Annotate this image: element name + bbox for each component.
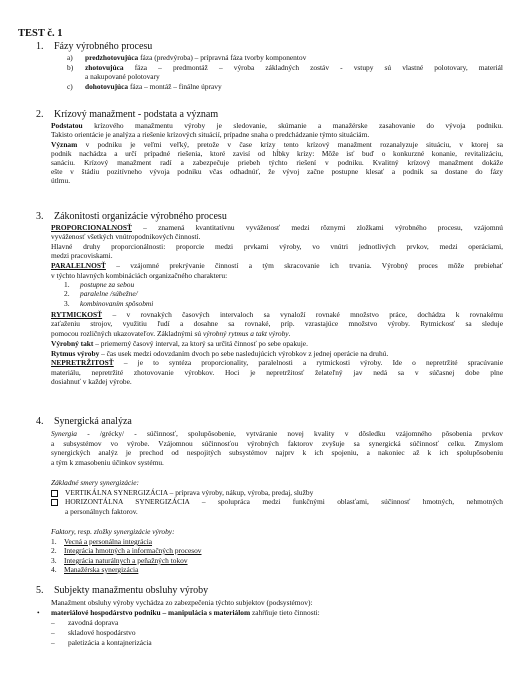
combo-item — [64, 300, 70, 308]
line-text: v podniku je veľmi veľký, pretože v čase krízy tento krízový manažment rozanalyzuje situáciu, v ktorej sa — [85, 140, 503, 149]
section-title: Krízový manažment - podstata a význam — [54, 109, 219, 120]
smery-label: Základné smery synergizácie: — [51, 478, 139, 487]
square-bullet-icon — [51, 489, 58, 497]
item-letter: a) — [67, 53, 73, 62]
term-label: materiálové hospodárstvo podniku – manipulácia s materiálom — [51, 608, 251, 617]
phase-name: predzhotovujúca — [85, 53, 139, 62]
phase-item-c — [67, 83, 73, 91]
phase-item-a — [67, 54, 73, 62]
section-title: Subjekty manažmentu obsluhy výroby — [54, 585, 209, 596]
item-number: 3. — [64, 299, 70, 308]
s4-line-3: synergických analýz je prechod od nespojitých subsystémov najprv k ich spojeniu, a nakoniec až k ich spolupôsobeniu — [51, 448, 503, 457]
s2-line-6: ešte v štádiu pozitívneho vývoja podniku včas odhadnúť, že vývoj začne postupne klesať a podnik sa dostane do fázy — [51, 167, 503, 176]
phase-item-b — [67, 64, 73, 72]
combo-item-text: postupne za sebou — [80, 280, 135, 289]
s5-item: zavodná doprava — [68, 618, 119, 627]
square-bullet-icon — [51, 498, 58, 506]
section-4-heading — [36, 416, 496, 428]
smer-horizontalna-cont: a personálnych faktorov. — [65, 507, 138, 516]
smer-horizontalna — [65, 498, 503, 506]
s4-line-2: a subsystémov vo výrobe. Vzájomnou súčinnosťou výrobných faktorov zvyšuje sa synergická súčinnosť celku. Zmyslom — [51, 439, 503, 448]
italic-terms: výrobný rytmus a takt výroby — [202, 329, 289, 338]
line-text: – v rovnakých časových intervaloch sa vynaloží rovnaké množstvo práce, dochádza k rovnakému — [102, 310, 503, 319]
item-letter: b) — [67, 63, 74, 72]
s2-line-5: sanáciu. Krízový manažment radí a zabezpečuje priebeh týchto riešení v podniku. Kvalitný krízový manažment dokáže — [51, 158, 503, 167]
term-label: NEPRETRŽITOSŤ — [51, 358, 114, 367]
line-text: . — [288, 329, 291, 338]
s3-nepretrzitost — [51, 359, 503, 367]
dash-icon: – — [51, 618, 55, 627]
dash-icon: – — [51, 628, 55, 637]
line-text: – je to syntéza proporcionality, paralelnosti a rytmickosti výroby. Ide o nepretržité spracúvanie — [113, 358, 503, 367]
line-text: – priemerný časový interval, za ktorý sa určitá činnosť po sebe opakuje. — [93, 339, 308, 348]
s3-line-6: v týchto hlavných kombináciách organizačného charakteru: — [51, 271, 228, 280]
s5-line-2 — [51, 609, 320, 617]
phase-desc: fáza – montáž – finálne úpravy — [128, 82, 222, 91]
faktor-item-text: Integrácia naturálnych a peňažných tokov — [64, 556, 188, 565]
s3-line-13: materiálu, nepretržité zhotovovanie výrobkov. Hoci je nepretržitosť želateľný jav nedá sa v súčasnej dobe plne — [51, 368, 503, 377]
line-text: zahŕňuje tieto činnosti: — [250, 608, 320, 617]
s4-synergia — [51, 430, 503, 438]
item-number: 1. — [64, 280, 70, 289]
s5-item: skladové hospodárstvo — [68, 628, 136, 637]
term-label: VERTIKÁLNA SYNERGIZÁCIA — [65, 488, 168, 497]
item-letter: c) — [67, 82, 73, 91]
section-number: 4. — [36, 416, 44, 427]
faktor-item-text: Integrácia hmotných a informačných procesov — [64, 546, 202, 555]
s3-paralelnost — [51, 262, 503, 270]
item-number: 1. — [51, 537, 57, 546]
line-text: – vzájomné prekrývanie činností a tým skracovanie ich trvania. Výrobný proces môže prebiehať — [105, 261, 503, 270]
section-number: 2. — [36, 109, 44, 120]
section-number: 3. — [36, 211, 44, 222]
faktor-item-text: Vecná a personálna integrácia — [64, 537, 153, 546]
term-label: Rytmus výroby — [51, 349, 100, 358]
term-label: Podstatou — [51, 121, 83, 130]
line-text: – znamená kvantitatívnu vyváženosť medzi rôznymi zložkami výrobného procesu, vzájomnú — [131, 223, 503, 232]
section-title: Fázy výrobného procesu — [54, 41, 153, 52]
s3-line-9 — [51, 330, 290, 338]
faktor-item-text: Manažérska synergizácia — [64, 565, 139, 574]
line-text: krízového manažmentu výroby je sledovanie, skúmanie a manažérske zasahovanie do vývoja podniku. — [94, 121, 503, 130]
section-number: 1. — [36, 41, 44, 52]
faktor-item — [51, 547, 57, 555]
line-text: - /grécky/ - súčinnosť, spolupôsobenie, vytváranie novej kvality v dôsledku vzájomného pôsobenia prvkov — [77, 429, 503, 438]
s2-line-2: Takisto orientácie je analýza a riešenie krízových situácií, prípadne snaha o predchádzanie týmto situáciám. — [51, 130, 370, 139]
line-text: – príprava výroby, nákup, výroba, predaj, služby — [167, 488, 314, 497]
line-text: – spolupráca medzi funkčnými oblasťami, súčinnosť hmotných, nehmotných — [189, 497, 503, 506]
phase-name: zhotovujúca — [85, 63, 124, 72]
s3-takt — [51, 340, 308, 348]
phase-desc: fáza (predvýroba) – prípravná fáza tvorby komponentov — [138, 53, 307, 62]
phase-item-b-cont: a nakupované polotovary — [85, 72, 160, 81]
s5-item: paletizácia a kontajnerizácia — [68, 638, 152, 647]
s5-line-1: Manažment obsluhy výroby vychádza zo zabezpečenia týchto subjektov (podsystémov): — [51, 598, 313, 607]
term-label: PROPORCIONALNOSŤ — [51, 223, 132, 232]
item-number: 2. — [64, 289, 70, 298]
combo-item-text: kombinovaním spôsobmi — [80, 299, 154, 308]
section-title: Synergická analýza — [54, 416, 132, 427]
term-label: HORIZONTÁLNA SYNERGIZÁCIA — [65, 497, 190, 506]
bullet-icon: • — [37, 608, 40, 617]
section-number: 5. — [36, 585, 44, 596]
combo-item-text: paralelne /súbežne/ — [80, 289, 138, 298]
line-text: pomocou rozličných ukazovateľov. Základnými sú — [51, 329, 203, 338]
term-label: RYTMICKOSŤ — [51, 310, 103, 319]
document-title: TEST č. 1 — [18, 28, 63, 39]
faktory-label: Faktory, resp. zložky synergizácie výroby: — [51, 527, 175, 536]
item-number: 3. — [51, 556, 57, 565]
section-2-heading — [36, 109, 496, 121]
s4-line-4: a tým k zmasobeniu účinkov systému. — [51, 458, 164, 467]
line-text: – čas usek medzi odovzdaním dvoch po sebe nasledujúcich výrobkov z jednej operácie na druhú. — [99, 349, 389, 358]
item-number: 2. — [51, 546, 57, 555]
phase-desc: fáza – predmontáž – výroba základných zostáv - vstupy sú vlastné polotovary, materiál — [123, 63, 503, 72]
section-3-heading — [36, 211, 496, 223]
s3-line-4: medzi pracoviskami. — [51, 251, 113, 260]
s2-line-7: útlmu. — [51, 176, 71, 185]
term-label: Výrobný takt — [51, 339, 94, 348]
s2-line-4: podnik nachádza a určí prípadné riešenia, ktoré zavisí od hĺbky krízy: Môže isť buď o konkurzné konanie, revitalizáciu, — [51, 149, 503, 158]
s3-line-3: Hlavné druhy proporcionálnosti: proporcie medzi prvkami výroby, vo vnútri jednotlivých prvkov, medzi operáciami, — [51, 242, 503, 251]
faktor-item — [51, 566, 57, 574]
item-number: 4. — [51, 565, 57, 574]
section-5-heading — [36, 585, 496, 597]
term-label: Synergia — [51, 429, 77, 438]
combo-item — [64, 290, 70, 298]
phase-item-c-text — [85, 83, 222, 91]
s3-line-14: dosiahnuť v každej výrobe. — [51, 377, 132, 386]
phase-name: dohotovujúca — [85, 82, 129, 91]
section-title: Zákonitosti organizácie výrobného procesu — [54, 211, 227, 222]
phase-item-a-text — [85, 54, 306, 62]
term-label: PARALELNOSŤ — [51, 261, 106, 270]
term-label: Význam — [51, 140, 78, 149]
s3-line-8: zaťaženiu strojov, využitiu ľudí a dosahne sa rovnaké, príp. vzrastajúce množstvo výroby. Rytmickosť sa sleduje — [51, 319, 503, 328]
dash-icon: – — [51, 638, 55, 647]
section-1-heading — [36, 41, 496, 53]
s3-line-2: vyváženosť všetkých vnútropodnikových činností. — [51, 232, 201, 241]
